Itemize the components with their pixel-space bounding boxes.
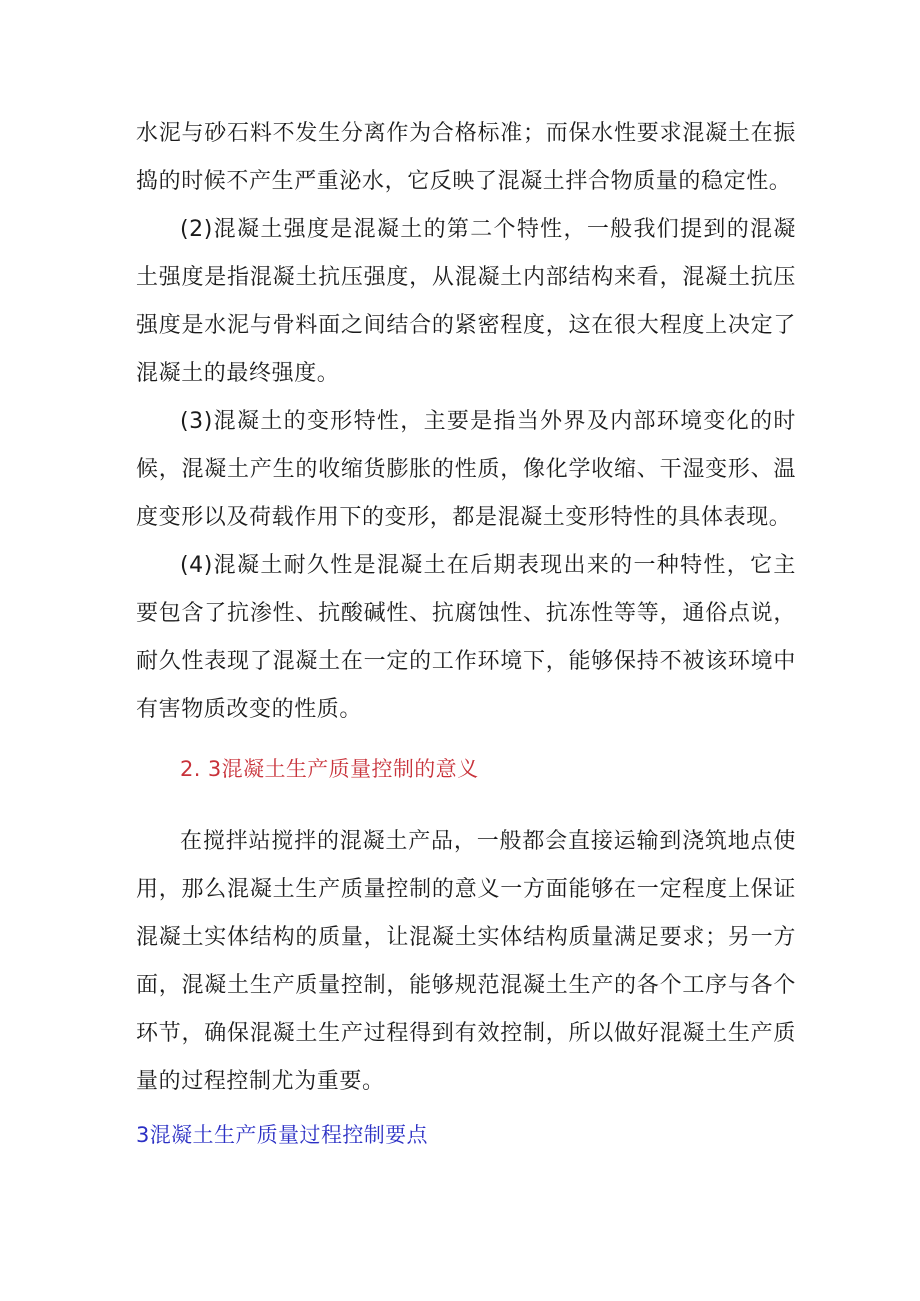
paragraph-significance: 在搅拌站搅拌的混凝土产品，一般都会直接运输到浇筑地点使用，那么混凝土生产质量控制的意义一方面能够在一定程度上保证混凝土实体结构的质量，让混凝土实体结构质量满足要求；另一方面，混凝土生产质量控制，能够规范混凝土生产的各个工序与各个环节，确保混凝土生产过程得到有效控制，所以做好混凝土生产质量的过程控制尤为重要。 xyxy=(136,829,796,1094)
section-heading-3: 3混凝土生产质量过程控制要点 xyxy=(136,1123,428,1147)
paragraph-deformation: (3)混凝土的变形特性，主要是指当外界及内部环境变化的时候，混凝土产生的收缩货膨胀的性质，像化学收缩、干湿变形、温度变形以及荷载作用下的变形，都是混凝土变形特性的具体表现。 xyxy=(136,409,796,530)
paragraph-continuation: 水泥与砂石料不发生分离作为合格标准；而保水性要求混凝土在振捣的时候不产生严重泌水，它反映了混凝土拌合物质量的稳定性。 xyxy=(136,121,796,194)
section-heading-2-3: 2. 3混凝土生产质量控制的意义 xyxy=(180,757,479,781)
paragraph-strength: (2)混凝土强度是混凝土的第二个特性，一般我们提到的混凝土强度是指混凝土抗压强度，从混凝土内部结构来看，混凝土抗压强度是水泥与骨料面之间结合的紧密程度，这在很大程度上决定了混凝土的最终强度。 xyxy=(136,217,796,386)
paragraph-durability: (4)混凝土耐久性是混凝土在后期表现出来的一种特性，它主要包含了抗渗性、抗酸碱性、抗腐蚀性、抗冻性等等，通俗点说，耐久性表现了混凝土在一定的工作环境下，能够保持不被该环境中有害物质改变的性质。 xyxy=(136,553,796,722)
